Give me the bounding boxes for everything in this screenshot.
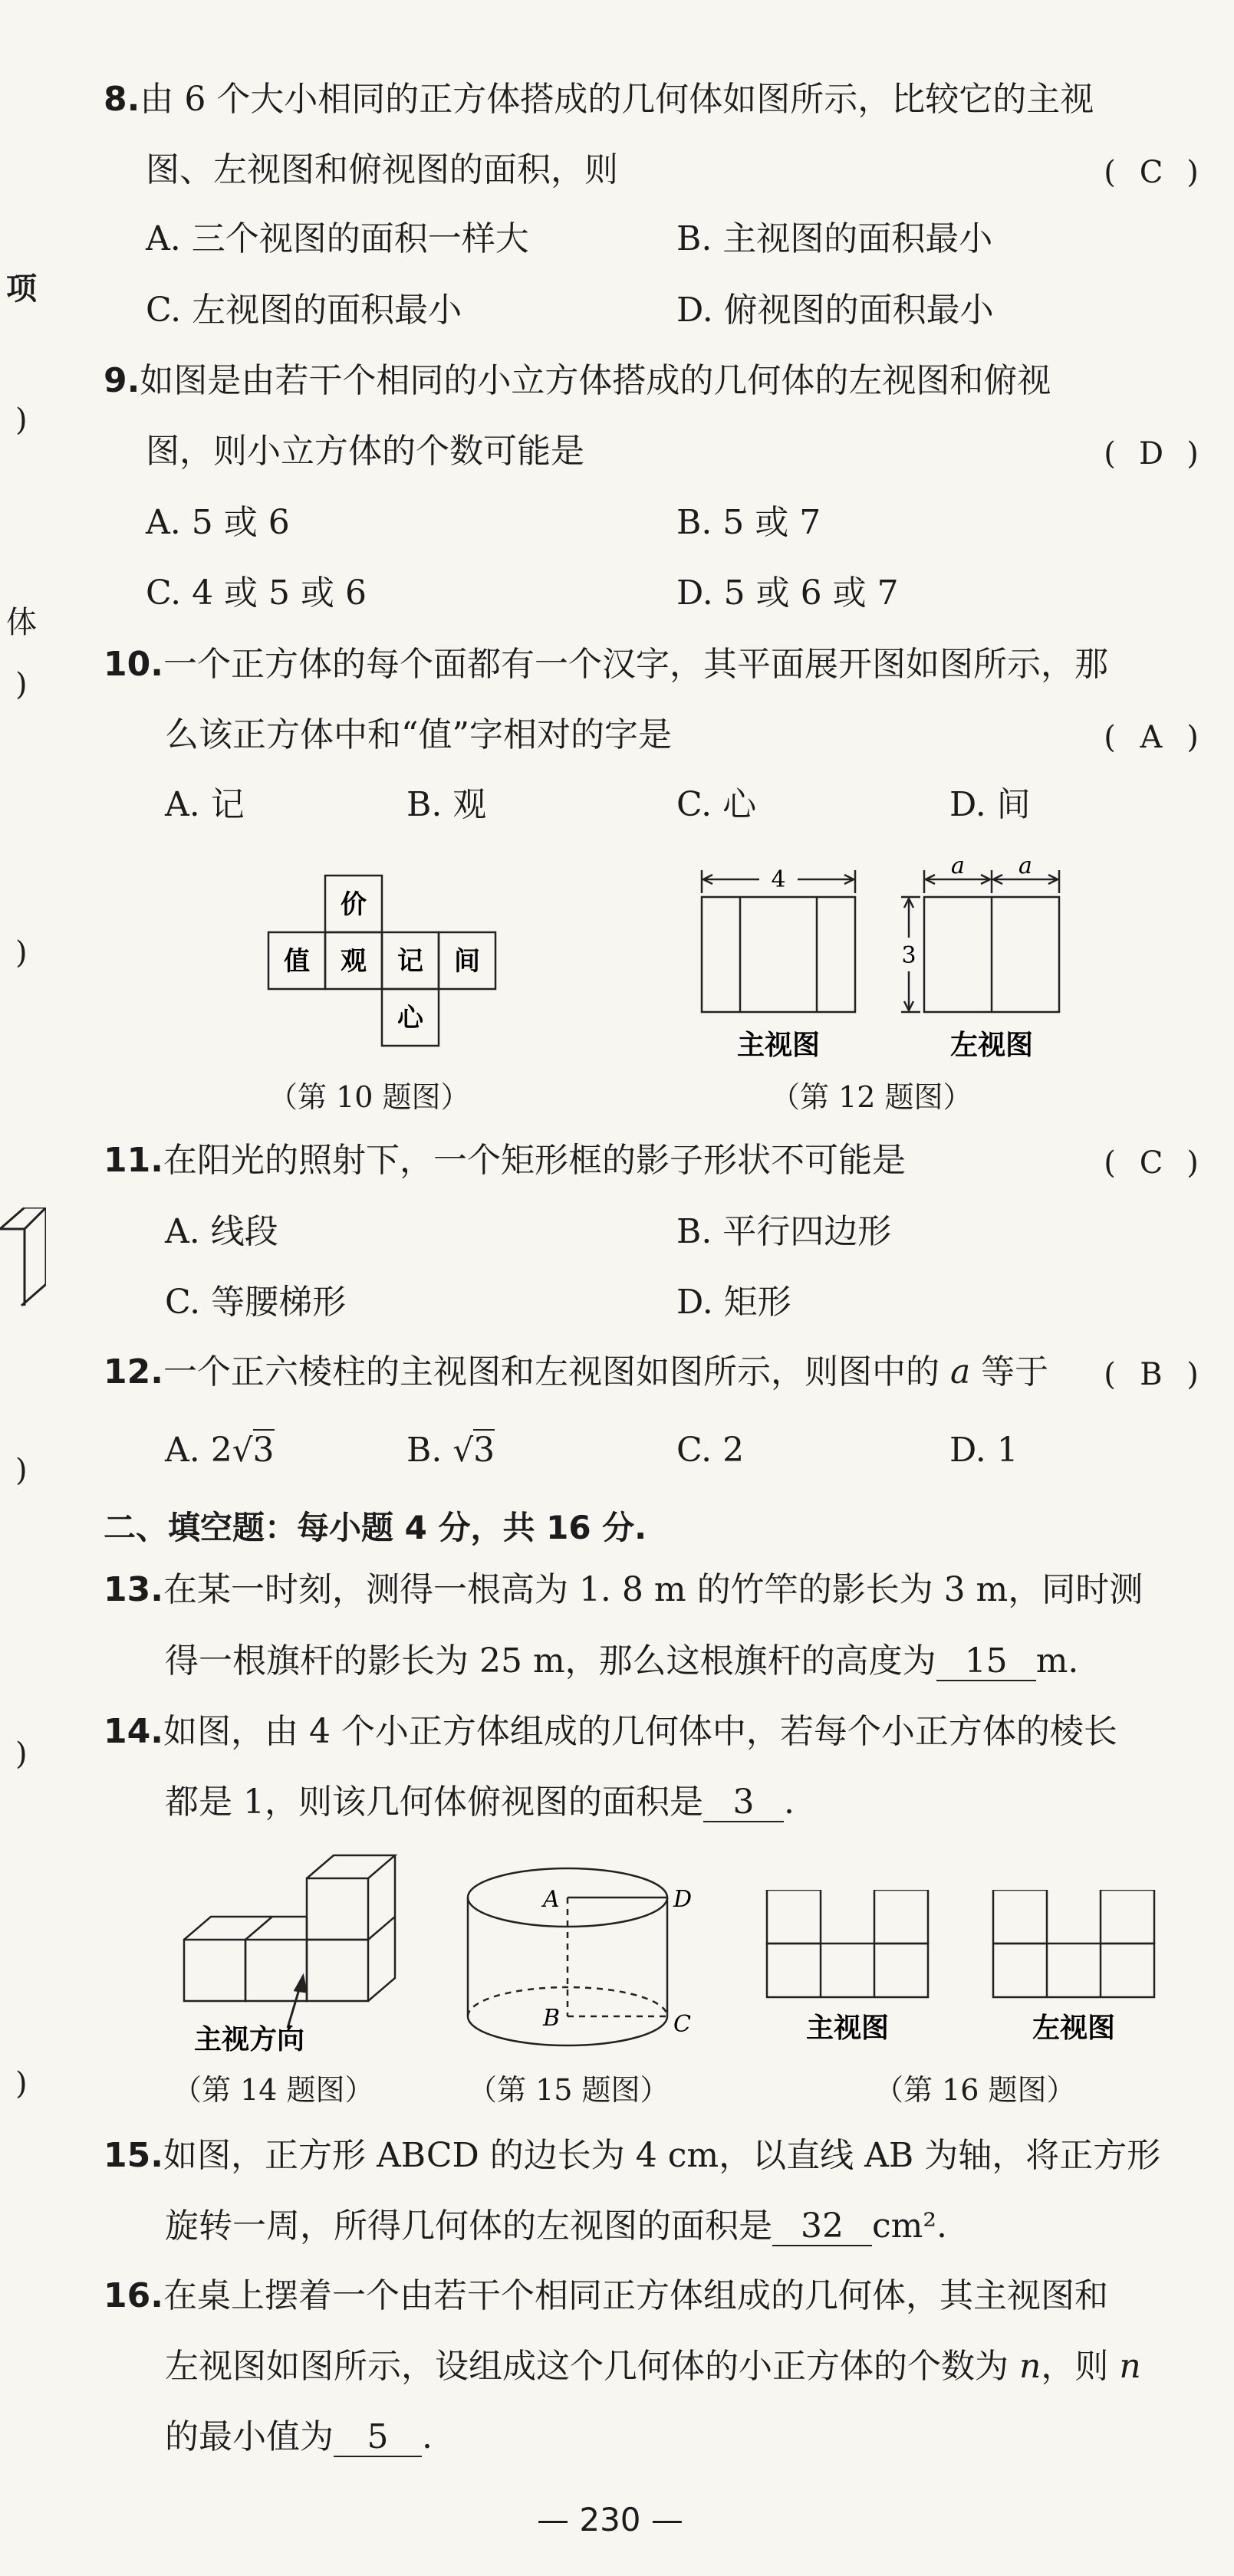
margin-mark: ): [15, 1453, 28, 1488]
margin-mark: ): [15, 1737, 28, 1772]
label-front-view: 主视图: [805, 2012, 890, 2044]
option-c: C. 2: [676, 1431, 745, 1470]
margin-mark: 体: [6, 605, 37, 640]
figure-16-views: [759, 1890, 1212, 2062]
question-15-line1: 15.如图，正方形 ABCD 的边长为 4 cm，以直线 AB 为轴，将正方形: [104, 2136, 1161, 2175]
figure-10-cube-net: [261, 874, 506, 1058]
label-left-view: 左视图: [949, 1029, 1034, 1061]
option-d: D. 间: [949, 785, 1031, 824]
dim-width: 4: [771, 866, 786, 893]
margin-mark: ): [15, 935, 28, 971]
option-a: A. 记: [165, 785, 245, 824]
question-16-line2: 左视图如图所示，设组成这个几何体的小正方体的个数为 n，则 n: [165, 2347, 1141, 2386]
question-10-line2: 么该正方体中和“值”字相对的字是: [165, 715, 672, 754]
figure-15-cylinder: [460, 1859, 706, 2051]
margin-mark: ): [15, 2066, 28, 2101]
point-b: B: [543, 2005, 561, 2032]
option-a: A. 5 或 6: [146, 503, 290, 542]
question-16-line1: 16.在桌上摆着一个由若干个相同正方体组成的几何体，其主视图和: [104, 2276, 1108, 2315]
dim-height: 3: [901, 942, 916, 969]
margin-mark: ): [15, 667, 28, 702]
point-a: A: [543, 1886, 560, 1913]
option-c: C. 左视图的面积最小: [146, 291, 462, 330]
question-14-line2: 都是 1，则该几何体俯视图的面积是 3 .: [165, 1783, 795, 1822]
figure-10-caption: （第 10 题图）: [268, 1080, 470, 1114]
answer-9: D: [1138, 436, 1164, 472]
figure-16-caption: （第 16 题图）: [874, 2073, 1076, 2107]
label-front-direction: 主视方向: [193, 2023, 305, 2055]
option-a: A. 三个视图的面积一样大: [146, 219, 529, 258]
option-c: C. 心: [676, 785, 757, 824]
figure-14-caption: （第 14 题图）: [173, 2073, 374, 2107]
label-front-view: 主视图: [736, 1029, 821, 1061]
question-9-line1: 9.如图是由若干个相同的小立方体搭成的几何体的左视图和俯视: [104, 361, 1051, 400]
option-d: D. 5 或 6 或 7: [676, 573, 899, 613]
answer-paren: ( A ): [1104, 720, 1199, 755]
option-d: D. 俯视图的面积最小: [676, 291, 994, 330]
figure-15-caption: （第 15 题图）: [468, 2073, 670, 2107]
option-b: B. 观: [406, 785, 487, 824]
option-d: D. 矩形: [676, 1283, 791, 1322]
figure-12-caption: （第 12 题图）: [771, 1080, 972, 1114]
answer-15: 32: [772, 2210, 872, 2246]
answer-8: C: [1139, 155, 1163, 190]
question-8-line2: 图、左视图和俯视图的面积，则: [146, 150, 618, 189]
question-9-line2: 图，则小立方体的个数可能是: [146, 432, 584, 471]
margin-cube-fragment: [0, 1208, 46, 1322]
figure-14-cubes: [173, 1848, 403, 2055]
option-b: B. 5 或 7: [676, 503, 821, 542]
answer-paren: ( C ): [1104, 155, 1199, 190]
question-14-line1: 14.如图，由 4 个小正方体组成的几何体中，若每个小正方体的棱长: [104, 1712, 1117, 1751]
question-11-line1: 11.在阳光的照射下，一个矩形框的影子形状不可能是: [104, 1141, 906, 1180]
dim-a: a: [951, 855, 965, 879]
net-cell: 间: [454, 946, 480, 977]
question-8-line1: 8.由 6 个大小相同的正方体搭成的几何体如图所示，比较它的主视: [104, 80, 1094, 119]
net-cell: 观: [341, 946, 367, 977]
option-c: C. 4 或 5 或 6: [146, 573, 367, 613]
answer-paren: ( C ): [1104, 1145, 1199, 1181]
answer-11: C: [1139, 1145, 1163, 1181]
question-12-line1: 12.一个正六棱柱的主视图和左视图如图所示，则图中的 a 等于: [104, 1352, 1049, 1392]
answer-13: 15: [936, 1644, 1036, 1681]
option-a: A. 2√3: [165, 1431, 275, 1470]
question-13-line1: 13.在某一时刻，测得一根高为 1. 8 m 的竹竿的影长为 3 m，同时测: [104, 1570, 1144, 1609]
net-cell: 记: [397, 946, 423, 977]
net-cell: 值: [284, 946, 310, 977]
answer-14: 3: [703, 1786, 784, 1822]
question-15-line2: 旋转一周，所得几何体的左视图的面积是 32 cm².: [165, 2206, 947, 2246]
margin-mark: ): [15, 402, 28, 438]
option-b: B. √3: [406, 1431, 495, 1470]
point-d: D: [673, 1886, 693, 1913]
page-number: — 230 —: [537, 2501, 683, 2538]
label-left-view: 左视图: [1032, 2012, 1116, 2044]
figure-12-prism-views: [686, 855, 1085, 1066]
question-10-line1: 10.一个正方体的每个面都有一个汉字，其平面展开图如图所示，那: [104, 645, 1108, 684]
option-b: B. 平行四边形: [676, 1212, 892, 1251]
option-b: B. 主视图的面积最小: [676, 219, 993, 258]
option-c: C. 等腰梯形: [165, 1283, 347, 1322]
margin-mark: 项: [6, 271, 37, 307]
question-16-line3: 的最小值为 5 .: [165, 2417, 433, 2456]
answer-12: B: [1140, 1357, 1163, 1392]
net-cell-top: 价: [341, 889, 367, 920]
answer-paren: ( B ): [1104, 1357, 1199, 1392]
option-a: A. 线段: [165, 1212, 278, 1251]
point-c: C: [673, 2011, 691, 2038]
option-d: D. 1: [949, 1431, 1018, 1470]
answer-16: 5: [334, 2420, 422, 2457]
dim-a: a: [1018, 855, 1032, 879]
answer-10: A: [1140, 720, 1163, 755]
answer-paren: ( D ): [1104, 436, 1199, 472]
section-heading: 二、填空题：每小题 4 分，共 16 分.: [104, 1509, 647, 1546]
question-13-line2: 得一根旗杆的影长为 25 m，那么这根旗杆的高度为 15 m.: [165, 1641, 1079, 1681]
net-cell-bottom: 心: [397, 1003, 423, 1033]
